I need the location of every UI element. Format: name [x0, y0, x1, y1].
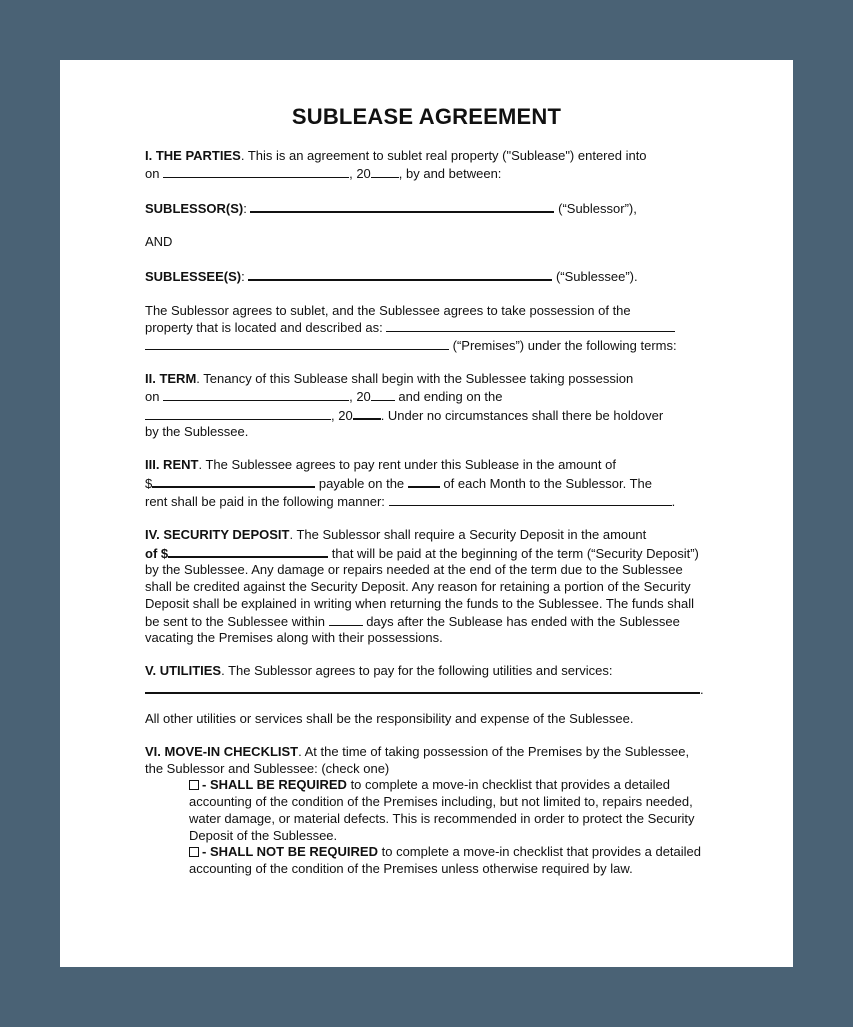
premises-paragraph [145, 303, 710, 355]
section-heading: VI. MOVE-IN CHECKLIST [145, 744, 299, 760]
required-checkbox[interactable] [189, 780, 199, 790]
period: . [700, 682, 704, 698]
section-text: of each Month to the Sublessor. The [443, 476, 653, 492]
section-heading: II. TERM [145, 371, 197, 387]
deposit-return-days-field[interactable] [329, 613, 363, 626]
section-text: rent shall be paid in the following manner: [145, 493, 385, 509]
end-date-field[interactable] [145, 407, 331, 420]
sublessee-suffix: (“Sublessee”). [555, 269, 638, 285]
start-year-field[interactable] [371, 388, 395, 401]
section-text: payable on the [318, 476, 405, 492]
section-text: property that is located and described as: [145, 320, 383, 336]
section-term [145, 371, 710, 441]
premises-address-field[interactable] [386, 319, 675, 332]
year-field[interactable] [371, 165, 399, 178]
utilities-note: All other utilities or services shall be the responsibility and expense of the Sublessee. [145, 710, 634, 726]
section-text: , 20 [349, 165, 371, 181]
rent-due-day-field[interactable] [408, 474, 440, 488]
option-text: to complete a move-in checklist that provides a detailed accounting of the condition of the Premises unless otherwise required by law. [189, 844, 702, 876]
section-text: that will be paid at the beginning of the term (“Security [331, 545, 643, 561]
section-security-deposit [145, 527, 710, 647]
premises-description-field[interactable] [145, 337, 449, 350]
section-text: on [145, 165, 160, 181]
deposit-amount-field[interactable] [168, 544, 328, 558]
sublessor-line [145, 199, 710, 218]
document-page [60, 60, 793, 967]
start-date-field[interactable] [163, 388, 349, 401]
section-text: . The Sublessor agrees to pay for the following utilities and services: [221, 663, 613, 679]
checklist-option-not-required [145, 844, 710, 877]
section-text: of $ [145, 545, 169, 561]
section-text: by the Sublessee. [145, 424, 249, 440]
section-text: on [145, 388, 160, 404]
sublessee-line [145, 267, 710, 286]
section-text: . Tenancy of this Sublease shall begin with the Sublessee taking possession [196, 371, 634, 387]
document-body [145, 148, 710, 894]
end-year-field[interactable] [353, 406, 381, 420]
rent-payment-method-field[interactable] [389, 493, 672, 506]
section-text: , 20 [331, 407, 353, 423]
section-heading: I. THE PARTIES [145, 148, 241, 163]
not-required-checkbox[interactable] [189, 847, 199, 857]
sublessee-name-field[interactable] [248, 267, 552, 281]
section-text: . This is an agreement to sublet real property ("Sublease") entered into [240, 148, 647, 163]
document-title: SUBLEASE AGREEMENT [291, 104, 562, 129]
section-text: Deposit”) by the Sublessee. Any damage or repairs needed at the end of the term due to the Sublessee shall be credited against the Security Deposit. Any reason for retaining a portion of the Security Deposit shall be explained in writing when returning the funds to the Sublessee. The funds shall be sent to the Sublessee within [145, 545, 699, 629]
section-rent [145, 457, 710, 510]
section-text: . The Sublessor shall require a Security Deposit in the amount [289, 527, 647, 543]
section-text: . The Sublessee agrees to pay rent under this Sublease in the amount of [198, 457, 616, 473]
and-text: AND [145, 234, 173, 250]
sublessor-name-field[interactable] [250, 199, 554, 213]
section-text: and ending on the [398, 388, 503, 404]
option-label: - SHALL BE REQUIRED [202, 777, 347, 793]
section-heading: IV. SECURITY DEPOSIT [145, 527, 290, 543]
section-text: . Under no circumstances shall there be holdover [380, 407, 664, 423]
section-heading: III. RENT [145, 457, 199, 473]
section-text: , 20 [349, 388, 371, 404]
section-heading: V. UTILITIES [145, 663, 222, 679]
option-text: to complete a move-in checklist that provides a detailed accounting of the condition of the Premises including, but not limited to, repairs needed, water damage, or material defects. This is recommended in order to protect the Security Deposit of the Sublessee. [189, 777, 695, 843]
sublessor-suffix: (“Sublessor”), [558, 200, 637, 216]
period: . [671, 493, 676, 509]
section-parties [145, 148, 710, 182]
date-field[interactable] [163, 165, 349, 178]
checklist-option-required [145, 777, 710, 844]
section-text: days after the Sublease has ended with the Sublessee vacating the Premises along with their possessions. [145, 613, 680, 646]
sublessor-label: SUBLESSOR(S) [145, 200, 244, 216]
section-text: $ [145, 476, 153, 492]
section-text: . At the time of taking possession of the Premises by the Sublessee, the Sublessor and Sublessee: (check one) [145, 744, 690, 776]
section-move-in-checklist [145, 744, 710, 878]
sublessee-label: SUBLESSEE(S) [145, 269, 242, 285]
colon: : [241, 269, 245, 285]
section-utilities [145, 663, 710, 698]
section-text: The Sublessor agrees to sublet, and the Sublessee agrees to take possession of the [145, 302, 631, 318]
section-text: , by and between: [398, 165, 502, 181]
utilities-list-field[interactable] [145, 680, 700, 694]
colon: : [243, 200, 247, 216]
rent-amount-field[interactable] [152, 474, 315, 488]
section-text: (“Premises”) under the following terms: [452, 337, 677, 353]
option-label: - SHALL NOT BE REQUIRED [202, 844, 378, 860]
